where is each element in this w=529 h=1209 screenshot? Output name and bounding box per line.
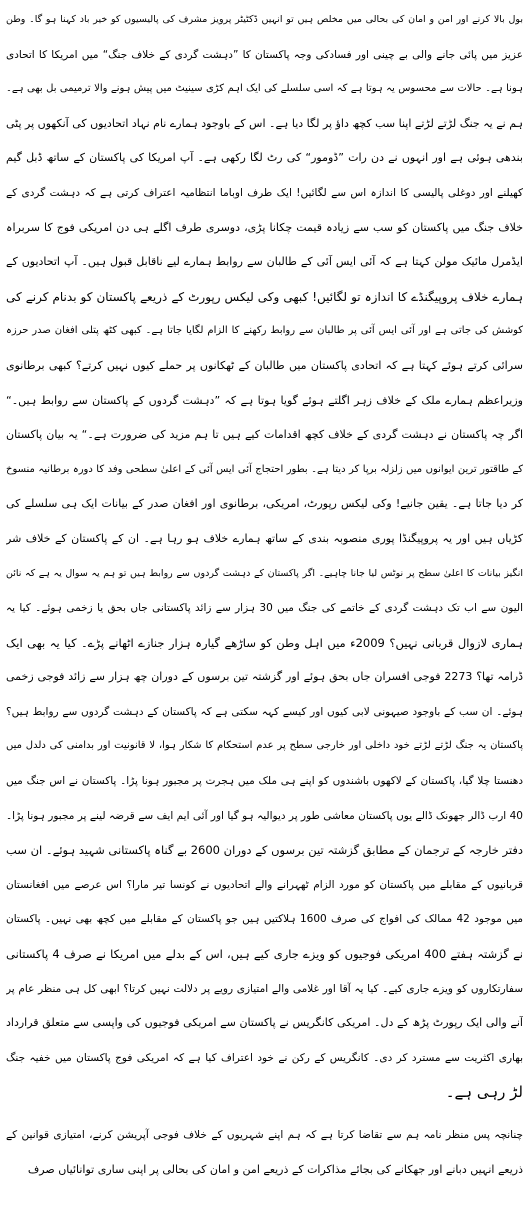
article-line: ہماری لازوال قربانی نہیں؟ 2009ء میں اہل وطن کو ساڑھے گیارہ ہزار جنازے اٹھانے پڑے۔ کیا یہ بھی ایک — [6, 635, 523, 650]
article-line: بندھی ہوئی ہے اور انہوں نے دن رات ”ڈومور“ کی رٹ لگا رکھی ہے۔ آپ امریکا کی پاکستان کے ساتھ ڈبل گیم — [6, 151, 523, 165]
article-line: پاکستان یہ جنگ لڑتے لڑتے خود داخلی اور خارجی سطح پر عدم استحکام کا شکار ہوا، لا قانونیت اور بدامنی کی دلدل میں — [6, 740, 523, 752]
article-line: عزیز میں پائی جانے والی بے چینی اور فسادکی وجہ پاکستان کا ”دہشت گردی کے خلاف جنگ“ میں امریکا کا اتحادی — [6, 48, 523, 61]
article-line: 40 ارب ڈالر جھونک ڈالے یوں پاکستان معاشی طور پر دیوالیہ ہو گیا اور آئی ایم ایف سے قرضہ لینے پر مجبور ہونا پڑا۔ — [6, 809, 523, 822]
article-line: چنانچہ پس منظر نامہ ہم سے تقاضا کرتا ہے کہ ہم اپنے شہریوں کے خلاف فوجی آپریشن کرنے، امتیازی قوانین کے — [6, 1129, 523, 1141]
article-line: کر دیا جاتا ہے۔ یقین جانیے! وکی لیکس رپورٹ، امریکی، برطانوی اور افغان صدر کے بیانات ایک ہی سلسلے کی — [6, 497, 523, 511]
article-line: قربانیوں کے مقابلے میں پاکستان کو مورد الزام ٹھہرانے والے اتحادیوں نے کونسا تیر مارا؟ اس عرصے میں افغانستان — [6, 878, 523, 891]
article-paragraph — [6, 3, 523, 1110]
article-line: انگیز بیانات کا اعلیٰ سطح پر نوٹس لیا جانا چاہیے۔ اگر پاکستان کے دہشت گردوں سے روابط ہیں تو ہم یہ سوال یہ ہے کہ نائن — [6, 567, 523, 579]
article-line: کے طاقتور ترین ایوانوں میں زلزلہ برپا کر دیتا ہے۔ بطور احتجاج آئی ایس آئی کے اعلیٰ سطحی وفد کا دورہ برطانیہ منسوخ — [6, 463, 523, 475]
article-line: الیون سے اب تک دہشت گردی کے خاتمے کی جنگ میں 30 ہزار سے زائد پاکستانی جاں بحق یا زخمی ہوئے۔ کیا یہ — [6, 602, 523, 615]
article-line: ہمارے خلاف پروپیگنڈے کا اندازہ تو لگائیں! کبھی وکی لیکس رپورٹ کے ذریعے پاکستان کو بدنام کرنے کی — [6, 289, 523, 304]
article-line: نے گزشتہ ہفتے 400 امریکی فوجیوں کو ویزے جاری کیے ہیں، اس کے بدلے میں امریکا نے صرف 4 پاکستانی — [6, 947, 523, 962]
article-line: کوشش کی جاتی ہے اور آئی ایس آئی پر طالبان سے روابط رکھنے کا الزام لگایا جاتا ہے۔ کبھی کٹھ پتلی افغان صدر حرزہ — [6, 325, 523, 337]
article-paragraph — [6, 1118, 523, 1187]
article-line: ایڈمرل مائیک مولن کہتا ہے کہ آئی ایس آئی کے طالبان سے روابط ہمارے لیے ناقابل قبول ہیں۔ آپ اتحادیوں کے — [6, 255, 523, 269]
article-line: اگر چہ پاکستان نے دہشت گردی کے خلاف کچھ اقدامات کیے ہیں تا ہم مزید کی ضرورت ہے۔“ یہ بیان پاکستان — [6, 428, 523, 442]
article-line: آنے والی ایک رپورٹ پڑھ کے دل۔ امریکی کانگریس نے پاکستان سے امریکی فوجیوں کی واپسی سے متعلق قرارداد — [6, 1016, 523, 1030]
article-line: کڑیاں ہیں اور یہ پروپیگنڈا پوری منصوبہ بندی کے ساتھ ہمارے خلاف ہو رہا ہے۔ ان کے پاکستان کے خلاف شر — [6, 531, 523, 545]
article-line: میں موجود 42 ممالک کی افواج کی صرف 1600 ہلاکتیں ہیں جو پاکستان کے مقابلے میں کچھ بھی نہیں۔ پاکستان — [6, 913, 523, 926]
article-line: وزیراعظم ہمارے ملک کے خلاف زہر اگلتے ہوئے گویا ہوتا ہے کہ ”دہشت گردوں کے پاکستان سے روابط ہیں۔“ — [6, 393, 523, 407]
article-line: کھیلنے اور دوغلی پالیسی کا اندازہ اس سے لگائیں! ایک طرف اوباما انتظامیہ اعتراف کرتی ہے کہ دہشت گردی کے — [6, 186, 523, 199]
article-line: ہم نے یہ جنگ لڑتے لڑتے اپنا سب کچھ داؤ پر لگا دیا ہے۔ اس کے باوجود ہمارے نام نہاد اتحادیوں کی آنکھوں پر پٹی — [6, 116, 523, 130]
article-line: ہونا ہے۔ حالات سے محسوس یہ ہوتا ہے کہ اسی سلسلے کی ایک اہم کڑی سینیٹ میں پیش ہونے والا ترمیمی بل بھی ہے۔ — [6, 83, 523, 95]
article-line: خلاف جنگ میں پاکستان کو سب سے زیادہ قیمت چکانا پڑی، دوسری طرف اگلے ہی دن امریکی فوج کا سربراہ — [6, 220, 523, 234]
article-line: دھنستا چلا گیا، پاکستان کے لاکھوں باشندوں کو اپنے ہی ملک میں ہجرت پر مجبور ہونا پڑا۔ پاکستان نے اس جنگ میں — [6, 775, 523, 788]
paragraph-gap — [6, 1110, 523, 1118]
article-line: بھاری اکثریت سے مسترد کر دی۔ کانگریس کے رکن نے خود اعتراف کیا ہے کہ امریکی فوج پاکستان میں خفیہ جنگ — [6, 1051, 523, 1064]
article-line: سرائی کرتے ہوئے کہتا ہے کہ اتحادی پاکستان میں طالبان کے ٹھکانوں پر حملے کیوں نہیں کرتے؟ کبھی برطانوی — [6, 358, 523, 372]
article-line: بول بالا کرنے اور امن و امان کی بحالی میں مخلص ہیں تو انہیں ڈکٹیٹر پرویز مشرف کی پالیسیوں کو خیر باد کہنا ہو گا۔ وطن — [6, 14, 523, 25]
article-line: دفتر خارجہ کے ترجمان کے مطابق گزشتہ تین برسوں کے دوران 2600 بے گناہ پاکستانی شہید ہوئے۔ ان سب — [6, 843, 523, 858]
article-line: ہوئے۔ ان سب کے باوجود صیہونی لابی کیوں اور کیسے کہہ سکتی ہے کہ پاکستان کے دہشت گردوں سے روابط ہیں؟ — [6, 705, 523, 718]
article-line: ڈرامہ تھا؟ 2273 فوجی افسران جاں بحق ہوئے اور گزشتہ تین برسوں کے دوران چھ ہزار سے زائد فوجی زخمی — [6, 670, 523, 684]
article-line: ذریعے انہیں دبانے اور جھکانے کی بجائے مذاکرات کے ذریعے امن و امان کی بحالی پر اپنی ساری توانائیاں صرف — [27, 1162, 523, 1176]
article-line: سفارتکاروں کو ویزے جاری کیے۔ کیا یہ آقا اور غلامی والے امتیازی رویے پر دلالت نہیں کرتا؟ ابھی کل ہی منظر عام پر — [6, 982, 523, 995]
article-line: لڑ رہی ہے۔ — [445, 1083, 523, 1102]
